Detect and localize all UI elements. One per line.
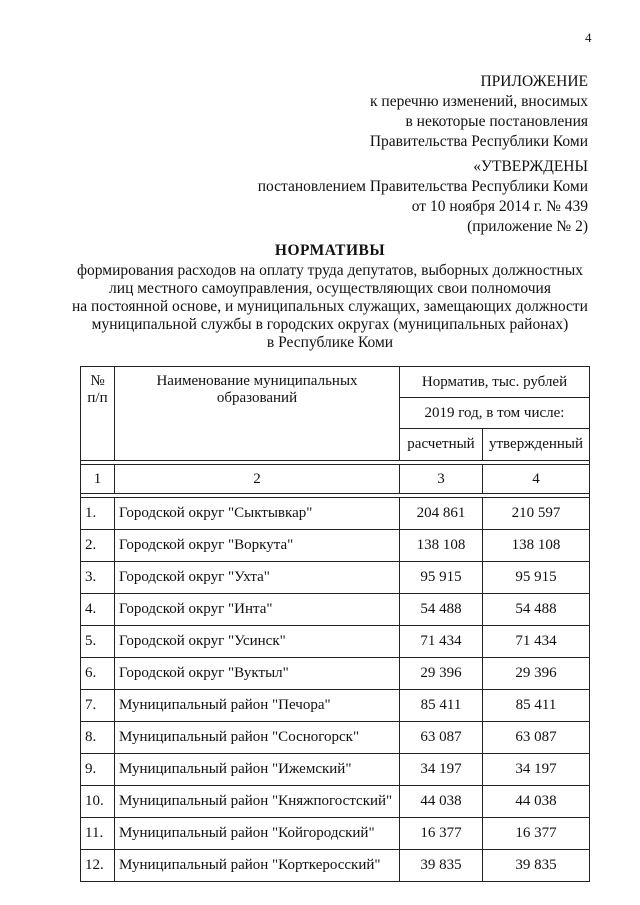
page-number: 4 bbox=[585, 30, 592, 45]
approved-line: от 10 ноября 2014 г. № 439 bbox=[411, 198, 588, 215]
table-row bbox=[81, 562, 590, 594]
row-name: Муниципальный район "Сосногорск" bbox=[115, 722, 400, 754]
row-name: Муниципальный район "Печора" bbox=[115, 690, 400, 722]
table-row bbox=[81, 626, 590, 658]
row-number: 6. bbox=[81, 658, 115, 690]
row-name: Муниципальный район "Корткеросский" bbox=[115, 850, 400, 882]
approved-line: (приложение № 2) bbox=[467, 218, 588, 235]
table-row bbox=[81, 594, 590, 626]
header-num: № п/п bbox=[81, 367, 115, 461]
row-number: 1. bbox=[81, 498, 115, 530]
row-approved-value: 34 197 bbox=[483, 754, 590, 786]
row-number: 5. bbox=[81, 626, 115, 658]
row-approved-value: 39 835 bbox=[483, 850, 590, 882]
table-row bbox=[81, 690, 590, 722]
subtitle-line: на постоянной основе, и муниципальных служащих, замещающих должности bbox=[72, 298, 588, 315]
row-approved-value: 44 038 bbox=[483, 786, 590, 818]
index-cell: 2 bbox=[115, 465, 400, 494]
row-name: Городской округ "Инта" bbox=[115, 594, 400, 626]
row-number: 2. bbox=[81, 530, 115, 562]
index-cell: 4 bbox=[483, 465, 590, 494]
row-name: Муниципальный район "Княжпогостский" bbox=[115, 786, 400, 818]
table-row bbox=[81, 658, 590, 690]
row-calc-value: 204 861 bbox=[400, 498, 483, 530]
row-calc-value: 138 108 bbox=[400, 530, 483, 562]
row-number: 10. bbox=[81, 786, 115, 818]
table-row bbox=[81, 530, 590, 562]
table-header-row bbox=[81, 367, 590, 398]
row-number: 9. bbox=[81, 754, 115, 786]
index-cell: 1 bbox=[81, 465, 115, 494]
approved-block bbox=[258, 157, 588, 237]
row-approved-value: 85 411 bbox=[483, 690, 590, 722]
table-row bbox=[81, 818, 590, 850]
appendix-line: Правительства Республики Коми bbox=[369, 133, 588, 150]
row-calc-value: 29 396 bbox=[400, 658, 483, 690]
row-name: Муниципальный район "Ижемский" bbox=[115, 754, 400, 786]
row-number: 3. bbox=[81, 562, 115, 594]
row-number: 11. bbox=[81, 818, 115, 850]
row-name: Городской округ "Вуктыл" bbox=[115, 658, 400, 690]
row-name: Городской округ "Усинск" bbox=[115, 626, 400, 658]
approved-line: «УТВЕРЖДЕНЫ bbox=[473, 158, 588, 175]
row-calc-value: 54 488 bbox=[400, 594, 483, 626]
appendix-line: в некоторые постановления bbox=[405, 113, 588, 130]
row-approved-value: 95 915 bbox=[483, 562, 590, 594]
appendix-line: ПРИЛОЖЕНИЕ bbox=[480, 73, 588, 90]
subtitle-line: лиц местного самоуправления, осуществляющих свои полномочия bbox=[109, 280, 551, 297]
table-row bbox=[81, 722, 590, 754]
document-heading bbox=[60, 242, 600, 352]
row-approved-value: 71 434 bbox=[483, 626, 590, 658]
subtitle-line: в Республике Коми bbox=[266, 334, 394, 351]
header-year: 2019 год, в том числе: bbox=[400, 398, 590, 429]
row-name: Муниципальный район "Койгородский" bbox=[115, 818, 400, 850]
row-number: 8. bbox=[81, 722, 115, 754]
row-calc-value: 95 915 bbox=[400, 562, 483, 594]
row-number: 12. bbox=[81, 850, 115, 882]
row-approved-value: 16 377 bbox=[483, 818, 590, 850]
appendix-block bbox=[370, 72, 588, 152]
subtitle-line: формирования расходов на оплату труда депутатов, выборных должностных bbox=[76, 262, 584, 279]
header-approved: утвержденный bbox=[483, 429, 590, 461]
table-row bbox=[81, 786, 590, 818]
row-approved-value: 54 488 bbox=[483, 594, 590, 626]
row-calc-value: 71 434 bbox=[400, 626, 483, 658]
table-row bbox=[81, 850, 590, 882]
row-name: Городской округ "Сыктывкар" bbox=[115, 498, 400, 530]
norms-table bbox=[80, 366, 590, 882]
row-calc-value: 34 197 bbox=[400, 754, 483, 786]
row-name: Городской округ "Воркута" bbox=[115, 530, 400, 562]
row-number: 4. bbox=[81, 594, 115, 626]
index-cell: 3 bbox=[400, 465, 483, 494]
row-approved-value: 63 087 bbox=[483, 722, 590, 754]
row-calc-value: 63 087 bbox=[400, 722, 483, 754]
row-calc-value: 16 377 bbox=[400, 818, 483, 850]
header-calc: расчетный bbox=[400, 429, 483, 461]
subtitle-line: муниципальной службы в городских округах (муниципальных районах) bbox=[91, 316, 569, 333]
row-calc-value: 39 835 bbox=[400, 850, 483, 882]
row-calc-value: 85 411 bbox=[400, 690, 483, 722]
table-row bbox=[81, 754, 590, 786]
row-approved-value: 138 108 bbox=[483, 530, 590, 562]
document-title: НОРМАТИВЫ bbox=[274, 242, 386, 259]
appendix-line: к перечню изменений, вносимых bbox=[370, 93, 588, 110]
header-name: Наименование муниципальных образований bbox=[115, 367, 400, 461]
approved-line: постановлением Правительства Республики Коми bbox=[257, 178, 588, 195]
table-row bbox=[81, 498, 590, 530]
row-approved-value: 29 396 bbox=[483, 658, 590, 690]
row-calc-value: 44 038 bbox=[400, 786, 483, 818]
table-index-row bbox=[81, 465, 590, 494]
header-norm: Норматив, тыс. рублей bbox=[400, 367, 590, 398]
row-number: 7. bbox=[81, 690, 115, 722]
row-name: Городской округ "Ухта" bbox=[115, 562, 400, 594]
row-approved-value: 210 597 bbox=[483, 498, 590, 530]
